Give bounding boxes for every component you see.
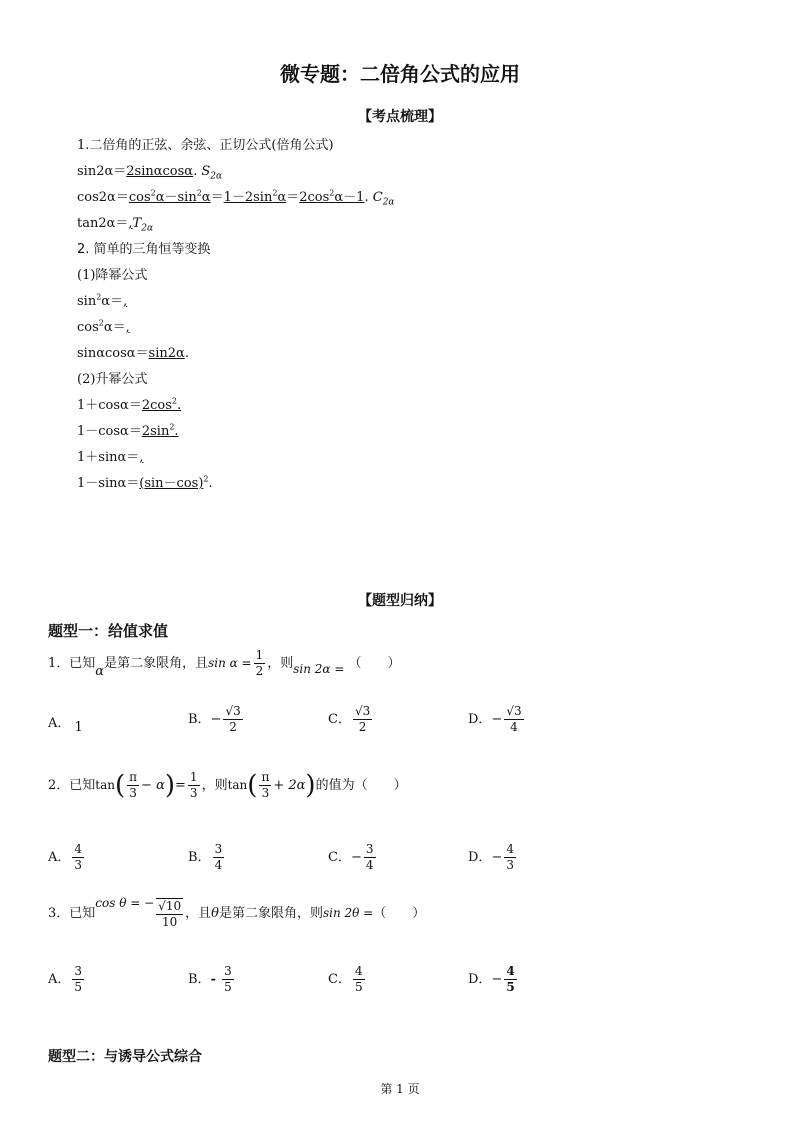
q3-option-c[interactable]: C． $\frac{4}{5}$ (328, 964, 363, 994)
review-item-2: 2. 简单的三角恒等变换 (77, 242, 211, 257)
q2-option-b[interactable]: B． $\frac{3}{4}$ (188, 842, 223, 872)
question-2: 2．已知tan( $\frac{\pi}{3}$ − α)= $\frac{1}{3}$ ，则tan( $\frac{\pi}{3}$ + 2α)的值为（ ） (48, 770, 407, 801)
q1-option-a[interactable]: A． 1 (48, 716, 83, 735)
q3-option-a[interactable]: A． $\frac{3}{5}$ (48, 964, 83, 994)
review-item-1: 1.二倍角的正弦、余弦、正切公式(倍角公式) (77, 138, 334, 153)
q1-option-d[interactable]: D．− $\frac{√3}{4}$ (468, 704, 522, 734)
question-type-1: 题型一：给值求值 (48, 622, 169, 640)
formula-sin-sq: $\sin^2\alpha=$, (77, 292, 128, 309)
question-type-2: 题型二：与诱导公式综合 (48, 1049, 202, 1065)
formula-r2: $1-\cos\alpha=2\sin^2$. (77, 422, 179, 439)
question-3: 3．已知cos θ = − $\frac{√10}{10}$ ，且θ是第二象限角，则sin 2θ =（ ） (48, 896, 426, 929)
formula-cos-sq: $\cos^2\alpha=$, (77, 318, 130, 335)
review-section-header: 【考点梳理】 (358, 109, 442, 125)
question-1: 1．已知α是第二象限角，且sin α = $\frac{1}{2}$ ，则sin 2α = （ ） (48, 648, 401, 679)
formula-sincos: sinαcosα＝sin2α. (77, 346, 189, 361)
types-section-header: 【题型归纳】 (358, 593, 442, 609)
q2-option-c[interactable]: C．− $\frac{3}{4}$ (328, 842, 374, 872)
formula-sin2a: sin2α＝2sinαcosα. $S_{2\alpha}$ (77, 164, 223, 182)
q3-option-b[interactable]: B．- $\frac{3}{5}$ (188, 964, 232, 994)
q1-option-c[interactable]: C． $\frac{√3}{2}$ (328, 704, 371, 734)
formula-tan2a: $\tan 2\alpha=,T_{2\alpha}$ (77, 216, 154, 234)
formula-cos2a: $\cos 2\alpha=\cos^2\alpha-\sin^2\alpha=1-2\sin^2\alpha=2\cos^2\alpha-1$. $C_{2\alpha}$ (77, 188, 395, 208)
q3-option-d[interactable]: D．− $\frac{4}{5}$ (468, 964, 515, 994)
raise-power-header: (2)升幂公式 (77, 372, 148, 387)
formula-r3: 1＋sinα＝, (77, 450, 144, 465)
q1-option-b[interactable]: B．− $\frac{√3}{2}$ (188, 704, 241, 734)
page-number: 第 1 页 (380, 1082, 420, 1096)
formula-r4: $1-\sin\alpha=(\sin-\cos)^2$. (77, 474, 213, 491)
lower-power-header: (1)降幂公式 (77, 268, 148, 283)
q2-option-d[interactable]: D．− $\frac{4}{3}$ (468, 842, 514, 872)
formula-r1: $1+\cos\alpha=2\cos^2$. (77, 396, 182, 413)
q2-option-a[interactable]: A． $\frac{4}{3}$ (48, 842, 83, 872)
page-title: 微专题：二倍角公式的应用 (280, 62, 520, 86)
